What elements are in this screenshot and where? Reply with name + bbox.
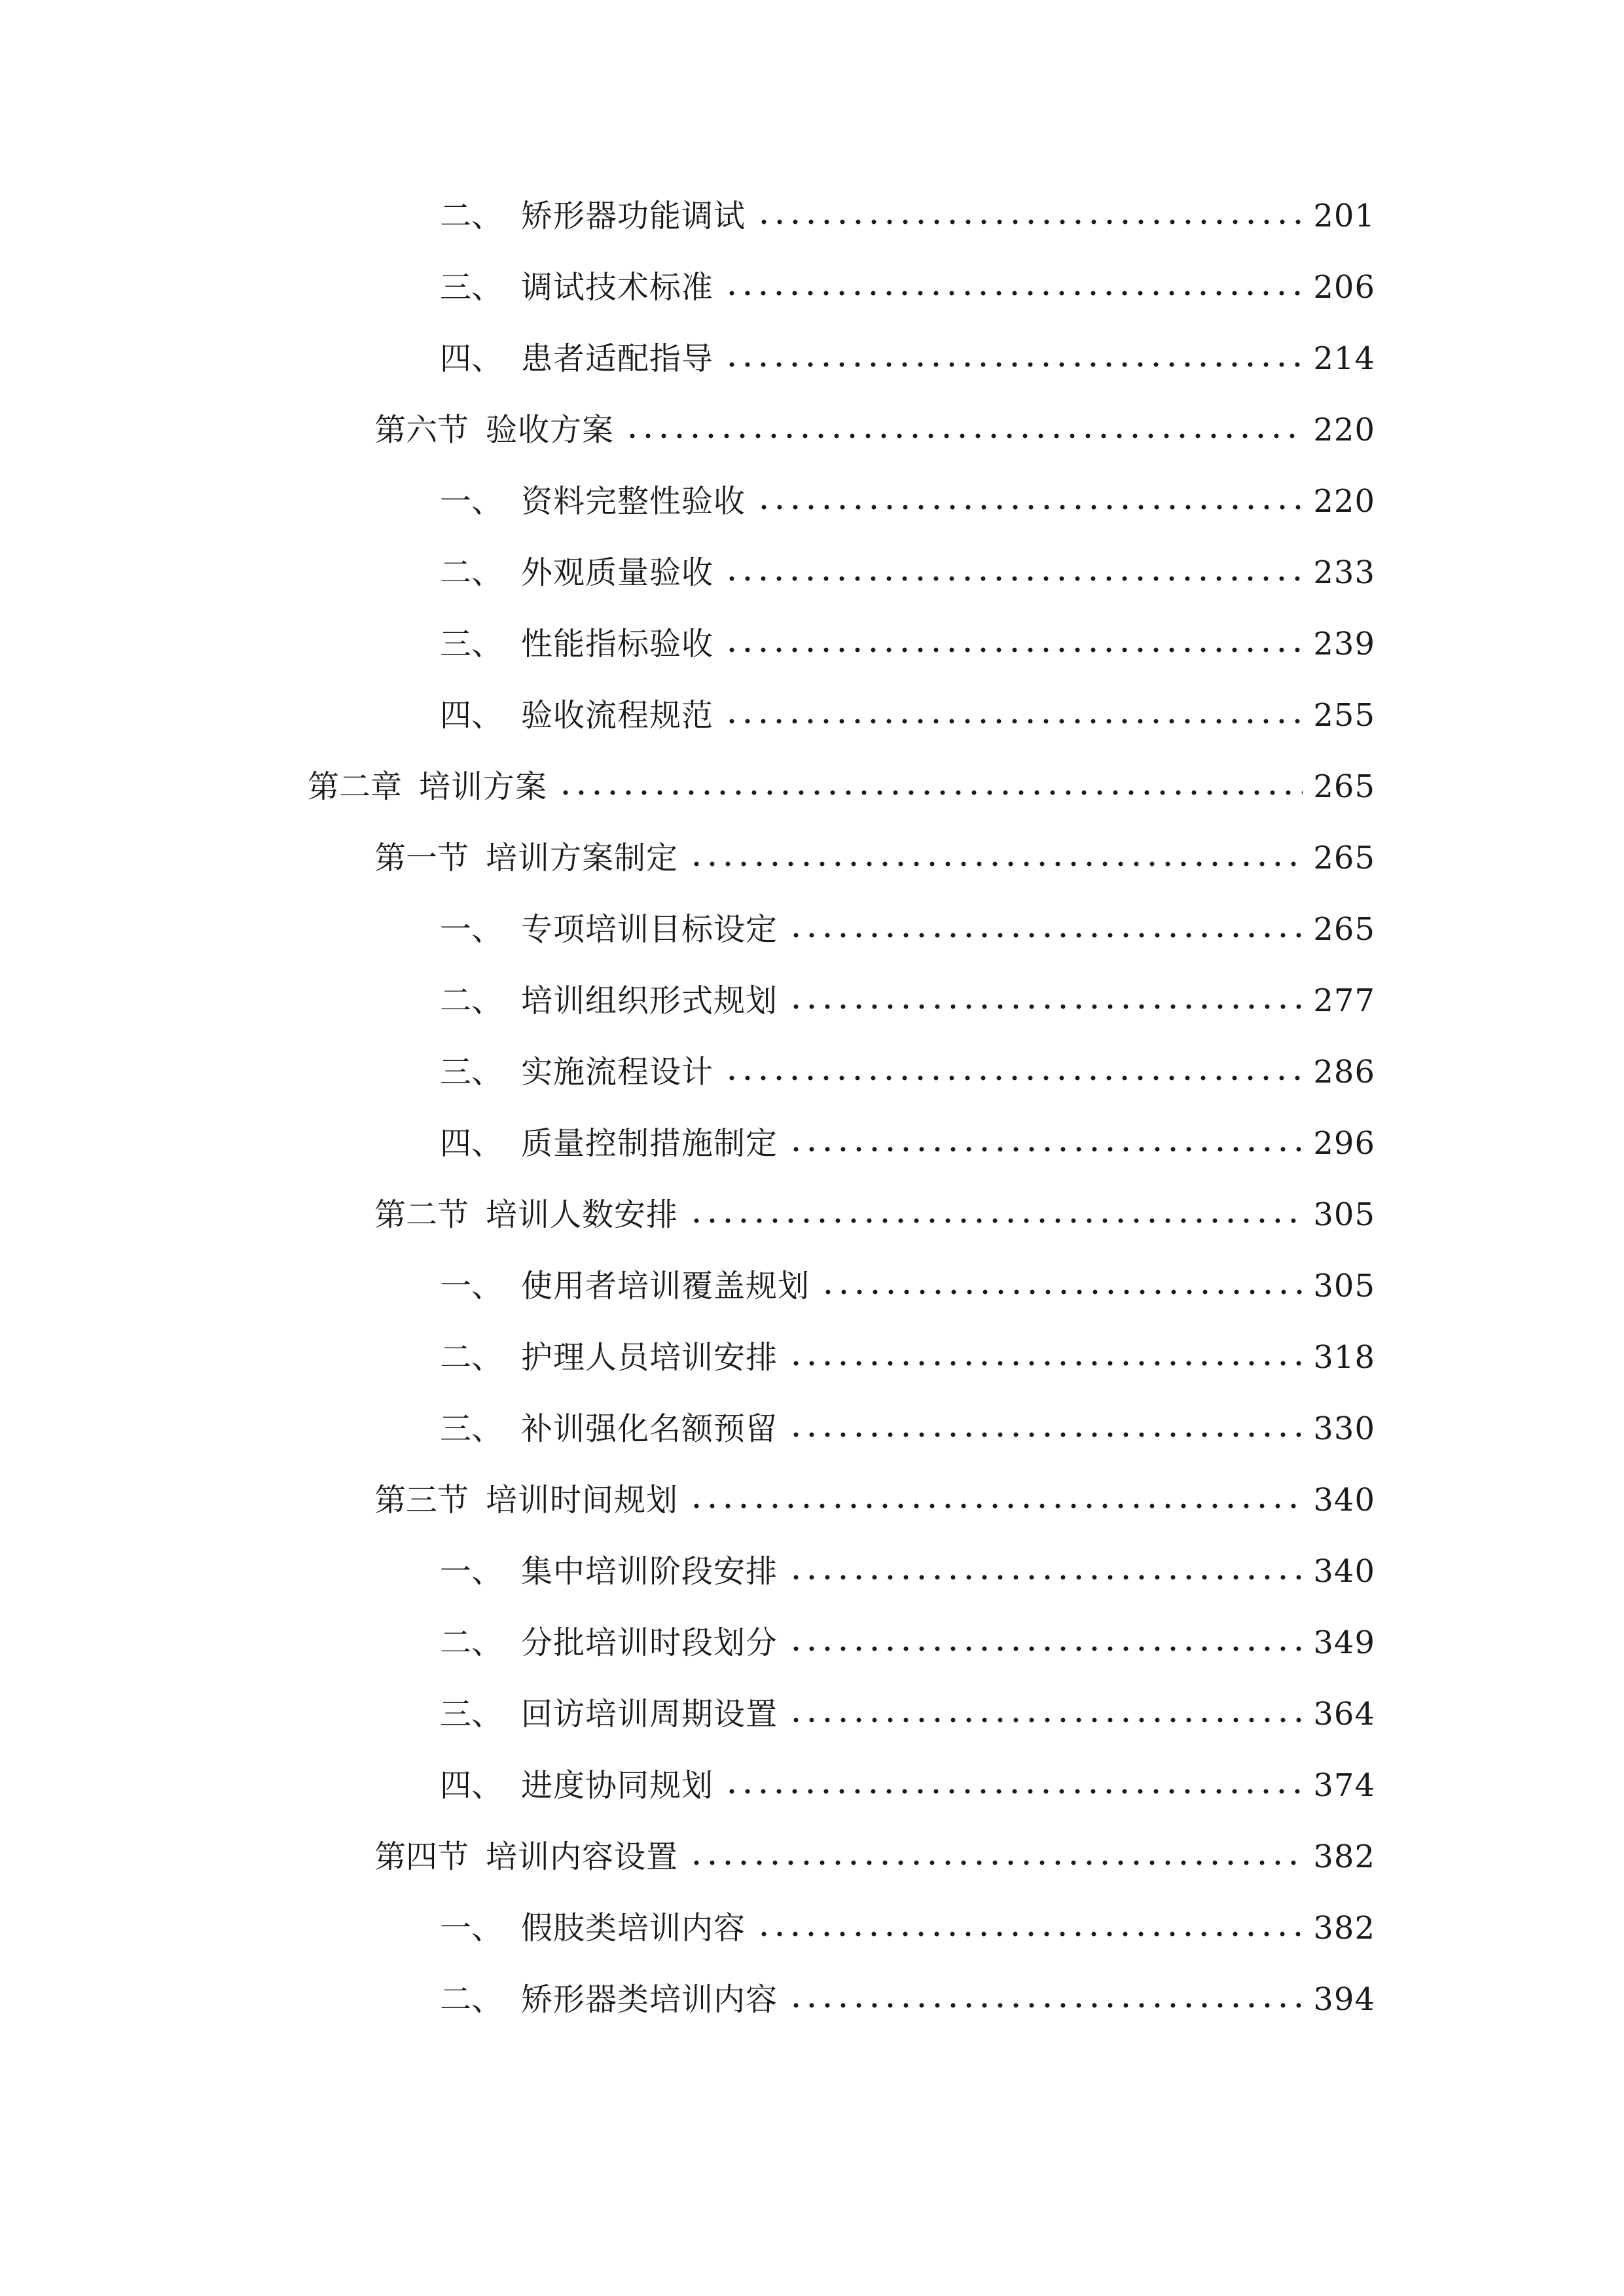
dot-leader (788, 1359, 1303, 1368)
dot-leader (724, 645, 1303, 655)
dot-leader (756, 1929, 1303, 1939)
dot-leader (788, 1002, 1303, 1011)
toc-entry[interactable] (440, 1331, 1375, 1384)
toc-entry-number: 一、 (440, 483, 503, 520)
toc-page-number: 206 (1313, 269, 1375, 306)
toc-chapter-entry[interactable] (308, 761, 1375, 813)
toc-entry-title: 验收方案 (486, 412, 615, 448)
toc-entry-number: 四、 (440, 340, 503, 377)
toc-page-number: 305 (1313, 1196, 1375, 1233)
toc-page-number: 374 (1313, 1767, 1375, 1804)
toc-entry-title: 性能指标验收 (521, 626, 714, 662)
toc-section-label: 第四节 (374, 1839, 469, 1875)
toc-page-number: 382 (1313, 1839, 1375, 1875)
toc-entry-number: 一、 (440, 911, 503, 948)
toc-entry[interactable] (440, 1403, 1375, 1455)
toc-entry[interactable] (440, 1260, 1375, 1312)
toc-entry-title: 分批培训时段划分 (521, 1624, 778, 1661)
toc-page-number: 220 (1313, 412, 1375, 448)
toc-entry[interactable] (440, 1973, 1375, 2026)
toc-entry-number: 二、 (440, 554, 503, 591)
dot-leader (724, 1787, 1303, 1796)
toc-entry[interactable] (440, 975, 1375, 1027)
toc-page-number: 201 (1313, 198, 1375, 234)
toc-section-label: 第二节 (374, 1196, 469, 1233)
toc-entry-number: 三、 (440, 1696, 503, 1732)
toc-section-label: 第六节 (374, 412, 469, 448)
dot-leader (788, 1430, 1303, 1439)
dot-leader (724, 360, 1303, 369)
toc-entry-title: 培训人数安排 (486, 1196, 679, 1233)
toc-entry-number: 三、 (440, 626, 503, 662)
toc-entry-number: 二、 (440, 1624, 503, 1661)
toc-entry-title: 培训方案制定 (486, 840, 679, 876)
dot-leader (689, 859, 1303, 869)
toc-page-number: 394 (1313, 1981, 1375, 2018)
toc-page-number: 277 (1313, 982, 1375, 1019)
toc-entry[interactable] (440, 1617, 1375, 1669)
toc-entry[interactable] (440, 261, 1375, 314)
toc-page-number: 265 (1313, 911, 1375, 948)
dot-leader (724, 574, 1303, 583)
toc-entry[interactable] (440, 903, 1375, 956)
toc-page-number: 382 (1313, 1910, 1375, 1946)
toc-entry[interactable] (440, 689, 1375, 742)
toc-entry-number: 二、 (440, 198, 503, 234)
toc-section-entry[interactable] (374, 1189, 1375, 1241)
toc-page-number: 318 (1313, 1339, 1375, 1376)
dot-leader (689, 1216, 1303, 1225)
toc-entry[interactable] (440, 1046, 1375, 1098)
toc-section-entry[interactable] (374, 404, 1375, 456)
toc-entry-title: 调试技术标准 (521, 269, 714, 306)
toc-entry-number: 三、 (440, 1054, 503, 1090)
toc-entry-number: 四、 (440, 1125, 503, 1162)
toc-entry[interactable] (440, 1688, 1375, 1740)
dot-leader (788, 1573, 1303, 1582)
toc-entry-title: 进度协同规划 (521, 1767, 714, 1804)
toc-entry[interactable] (440, 618, 1375, 670)
dot-leader (788, 1145, 1303, 1154)
dot-leader (558, 788, 1303, 797)
toc-entry-number: 二、 (440, 1339, 503, 1376)
toc-entry-title: 验收流程规范 (521, 697, 714, 734)
toc-entry[interactable] (440, 1759, 1375, 1812)
toc-entry-number: 四、 (440, 697, 503, 734)
toc-entry-title: 资料完整性验收 (521, 483, 746, 520)
toc-section-entry[interactable] (374, 1831, 1375, 1883)
toc-entry-title: 假肢类培训内容 (521, 1910, 746, 1946)
dot-leader (788, 1644, 1303, 1653)
toc-entry-title: 矫形器功能调试 (521, 198, 746, 234)
toc-entry[interactable] (440, 1117, 1375, 1170)
dot-leader (788, 2001, 1303, 2010)
dot-leader (689, 1858, 1303, 1867)
toc-page-number: 296 (1313, 1125, 1375, 1162)
toc-page-number: 239 (1313, 626, 1375, 662)
dot-leader (724, 289, 1303, 298)
toc-page-number: 305 (1313, 1268, 1375, 1304)
toc-page-number: 265 (1313, 768, 1375, 805)
toc-entry[interactable] (440, 190, 1375, 242)
toc-section-entry[interactable] (374, 832, 1375, 884)
toc-entry-title: 回访培训周期设置 (521, 1696, 778, 1732)
toc-entry-title: 质量控制措施制定 (521, 1125, 778, 1162)
dot-leader (724, 717, 1303, 726)
dot-leader (624, 431, 1303, 440)
toc-entry-title: 专项培训目标设定 (521, 911, 778, 948)
toc-entry-title: 培训组织形式规划 (521, 982, 778, 1019)
toc-page-number: 220 (1313, 483, 1375, 520)
toc-entry-number: 三、 (440, 269, 503, 306)
toc-section-label: 第一节 (374, 840, 469, 876)
toc-page-number: 265 (1313, 840, 1375, 876)
toc-page-number: 364 (1313, 1696, 1375, 1732)
toc-entry-number: 一、 (440, 1910, 503, 1946)
toc-entry-number: 一、 (440, 1553, 503, 1590)
toc-entry-title: 患者适配指导 (521, 340, 714, 377)
toc-page-number: 340 (1313, 1482, 1375, 1518)
toc-entry-number: 三、 (440, 1410, 503, 1447)
toc-entry-title: 矫形器类培训内容 (521, 1981, 778, 2018)
toc-entry-title: 补训强化名额预留 (521, 1410, 778, 1447)
toc-entry[interactable] (440, 332, 1375, 385)
toc-entry-title: 培训时间规划 (486, 1482, 679, 1518)
dot-leader (756, 217, 1303, 226)
dot-leader (788, 1715, 1303, 1725)
toc-entry-number: 二、 (440, 982, 503, 1019)
toc-entry-title: 护理人员培训安排 (521, 1339, 778, 1376)
toc-entry-title: 外观质量验收 (521, 554, 714, 591)
toc-chapter-label: 第二章 (308, 768, 403, 805)
toc-page-number: 255 (1313, 697, 1375, 734)
toc-section-entry[interactable] (374, 1474, 1375, 1526)
toc-entry-title: 培训内容设置 (486, 1839, 679, 1875)
dot-leader (756, 503, 1303, 512)
toc-entry-title: 使用者培训覆盖规划 (521, 1268, 810, 1304)
toc-entry[interactable] (440, 475, 1375, 528)
dot-leader (689, 1501, 1303, 1511)
toc-page-number: 349 (1313, 1624, 1375, 1661)
toc-entry[interactable] (440, 547, 1375, 599)
dot-leader (724, 1073, 1303, 1083)
toc-entry[interactable] (440, 1545, 1375, 1598)
toc-entry-title: 培训方案 (419, 768, 548, 805)
toc-entry-title: 实施流程设计 (521, 1054, 714, 1090)
toc-entry-number: 二、 (440, 1981, 503, 2018)
dot-leader (820, 1287, 1303, 1297)
toc-entry-number: 一、 (440, 1268, 503, 1304)
toc-entry-number: 四、 (440, 1767, 503, 1804)
toc-page-number: 340 (1313, 1553, 1375, 1590)
toc-page-number: 214 (1313, 340, 1375, 377)
toc-entry[interactable] (440, 1902, 1375, 1954)
toc-page-number: 330 (1313, 1410, 1375, 1447)
toc-entry-title: 集中培训阶段安排 (521, 1553, 778, 1590)
toc-page-number: 233 (1313, 554, 1375, 591)
dot-leader (788, 931, 1303, 940)
toc-section-label: 第三节 (374, 1482, 469, 1518)
toc-page-number: 286 (1313, 1054, 1375, 1090)
